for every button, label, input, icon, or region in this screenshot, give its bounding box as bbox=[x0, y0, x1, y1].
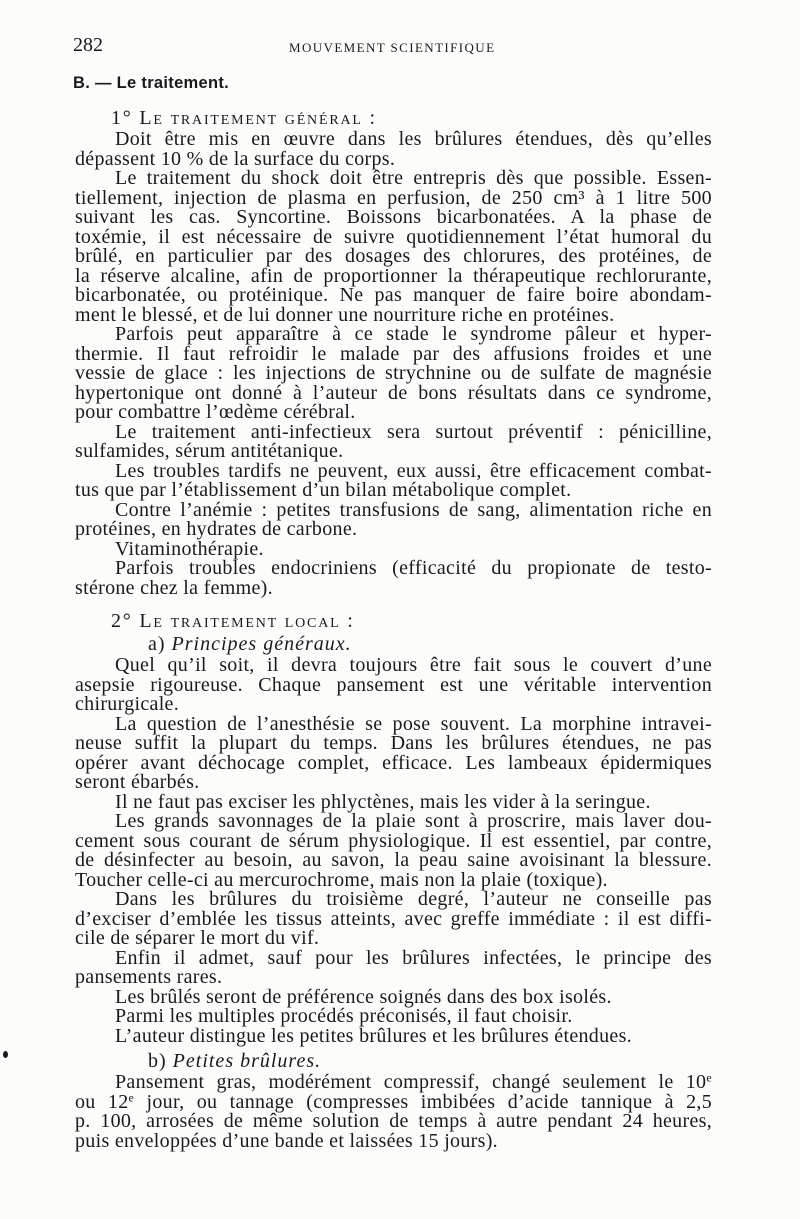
text-line: Le traitement du shock doit être entrepris dès que possible. Essen- bbox=[115, 167, 712, 189]
text-line: Parfois troubles endocriniens (efficacité du propionate de testo- bbox=[115, 557, 712, 579]
paragraph bbox=[75, 946, 712, 988]
page-number: 282 bbox=[73, 34, 103, 56]
heading-title: Principes généraux. bbox=[171, 633, 352, 655]
text-line: tiellement, injection de plasma en perfusion, de 250 cm³ à 1 litre 500 bbox=[75, 186, 712, 209]
text-line: brûlé, en particulier par des dosages des chlorures, des protéines, de bbox=[75, 245, 712, 267]
text-run: Pansement gras, modérément compressif, changé seulement le 10 bbox=[115, 1071, 707, 1093]
paragraph bbox=[75, 656, 712, 715]
superscript: e bbox=[128, 1089, 135, 1104]
text-line: Le traitement anti-infectieux sera surtout préventif : pénicilline, bbox=[115, 420, 712, 443]
heading-label: a) bbox=[148, 633, 166, 655]
text-run: ou 12 bbox=[75, 1090, 129, 1113]
text-line: neuse suffit la plupart du temps. Dans les brûlures étendues, ne pas bbox=[75, 732, 712, 754]
text-run: jour, ou tannage (compresses imbibées d’acide tannique à 2,5 bbox=[134, 1090, 712, 1113]
text-line: Les troubles tardifs ne peuvent, eux aussi, être efficacement combat- bbox=[115, 459, 712, 482]
paragraph bbox=[75, 169, 712, 325]
scan-speck bbox=[3, 1051, 8, 1058]
paragraph bbox=[75, 1024, 712, 1047]
text-line: la réserve alcaline, afin de proportionner la thérapeutique rechlorurante, bbox=[75, 264, 712, 287]
paragraph bbox=[75, 559, 712, 598]
body-text bbox=[75, 107, 712, 1151]
text-line: L’auteur distingue les petites brûlures et les brûlures étendues. bbox=[115, 1024, 632, 1047]
paragraph bbox=[75, 1007, 712, 1027]
text-line: Parfois peut apparaître à ce stade le syndrome pâleur et hyper- bbox=[115, 323, 712, 345]
text-line: protéines, en hydrates de carbone. bbox=[75, 518, 358, 540]
text-line: puis enveloppées d’une bande et laissées 15 jours). bbox=[75, 1129, 498, 1152]
text-line: Quel qu’il soit, il devra toujours être fait sous le couvert d’une bbox=[115, 654, 712, 676]
text-line: Enfin il admet, sauf pour les brûlures infectées, le principe des bbox=[115, 946, 712, 969]
section-title: B. — Le traitement. bbox=[73, 74, 230, 92]
paragraph bbox=[75, 420, 712, 462]
text-line: Contre l’anémie : petites transfusions de sang, alimentation riche en bbox=[115, 498, 712, 521]
text-line: hypertonique ont donné à l’auteur de bons résultats dans ce syndrome, bbox=[75, 381, 712, 404]
text-line: La question de l’anesthésie se pose souvent. La morphine intravei- bbox=[115, 712, 712, 735]
text-line: vessie de glace : les injections de strychnine ou de sulfate de magnésie bbox=[75, 362, 712, 384]
text-line: toxémie, il est nécessaire de suivre quotidiennement l’état humoral du bbox=[75, 225, 712, 248]
heading-label: b) bbox=[148, 1050, 167, 1072]
text-line: cement sous courant de sérum physiologique. Il est essentiel, par contre, bbox=[75, 829, 712, 852]
paragraph bbox=[75, 712, 712, 793]
paragraph bbox=[75, 890, 712, 949]
text-line: Les grands savonnages de la plaie sont à proscrire, mais laver dou- bbox=[115, 810, 712, 832]
text-line: p. 100, arrosées de même solution de temps à autre pendant 24 heures, bbox=[75, 1110, 712, 1132]
sub-subsection-heading bbox=[75, 633, 712, 656]
subsection-heading: 1° Le traitement général : bbox=[111, 107, 377, 129]
heading-title: Petites brûlures. bbox=[172, 1050, 322, 1072]
paragraph bbox=[75, 325, 712, 423]
text-line: Les brûlés seront de préférence soignés dans des box isolés. bbox=[115, 985, 612, 1008]
text-line: Vitaminothérapie. bbox=[115, 537, 264, 560]
text-line: ment le blessé, et de lui donner une nourriture riche en protéines. bbox=[75, 303, 615, 326]
text-line: pansements rares. bbox=[75, 966, 223, 988]
running-head-title: MOUVEMENT SCIENTIFIQUE bbox=[289, 40, 496, 55]
text-line: Parmi les multiples procédés préconisés, il faut choisir. bbox=[115, 1005, 573, 1027]
text-line: opérer avant déchocage complet, efficace. Les lambeaux épidermiques bbox=[75, 751, 712, 774]
text-line: asepsie rigoureuse. Chaque pansement est une véritable intervention bbox=[75, 673, 712, 696]
text-line: dépassent 10 % de la surface du corps. bbox=[75, 147, 396, 170]
text-line: pour combattre l’œdème cérébral. bbox=[75, 401, 356, 423]
text-line: d’exciser d’emblée les tissus atteints, avec greffe immédiate : il est diffi- bbox=[75, 907, 712, 930]
text-line: de désinfecter au besoin, au savon, la peau saine avoisinant la blessure. bbox=[75, 849, 712, 871]
text-line: Dans les brûlures du troisième degré, l’auteur ne conseille pas bbox=[115, 888, 712, 910]
text-line: bicarbonatée, ou protéinique. Ne pas manquer de faire boire abondam- bbox=[75, 284, 712, 306]
paragraph bbox=[75, 498, 712, 540]
paragraph bbox=[75, 130, 712, 169]
text-line: Il ne faut pas exciser les phlyctènes, mais les vider à la seringue. bbox=[115, 790, 651, 813]
text-line: tus que par l’établissement d’un bilan métabolique complet. bbox=[75, 479, 572, 501]
text-line: Doit être mis en œuvre dans les brûlures étendues, dès qu’elles bbox=[115, 128, 712, 150]
paragraph bbox=[75, 812, 712, 890]
text-line: seront ébarbés. bbox=[75, 771, 200, 793]
superscript: e bbox=[706, 1070, 712, 1085]
text-line: thermie. Il faut refroidir le malade par des affusions froides et une bbox=[75, 342, 712, 365]
text-line: sulfamides, sérum antitétanique. bbox=[75, 440, 344, 462]
text-line: cile de séparer le mort du vif. bbox=[75, 927, 320, 949]
text-line: stérone chez la femme). bbox=[75, 576, 273, 599]
text-line: chirurgicale. bbox=[75, 693, 180, 715]
text-line: Toucher celle-ci au mercurochrome, mais non la plaie (toxique). bbox=[75, 868, 608, 891]
paragraph bbox=[75, 1070, 712, 1152]
paragraph bbox=[75, 459, 712, 501]
text-line: suivant les cas. Syncortine. Boissons bicarbonatées. A la phase de bbox=[75, 206, 712, 228]
subsection-heading: 2° Le traitement local : bbox=[111, 610, 355, 632]
sub-subsection-heading bbox=[75, 1050, 712, 1073]
